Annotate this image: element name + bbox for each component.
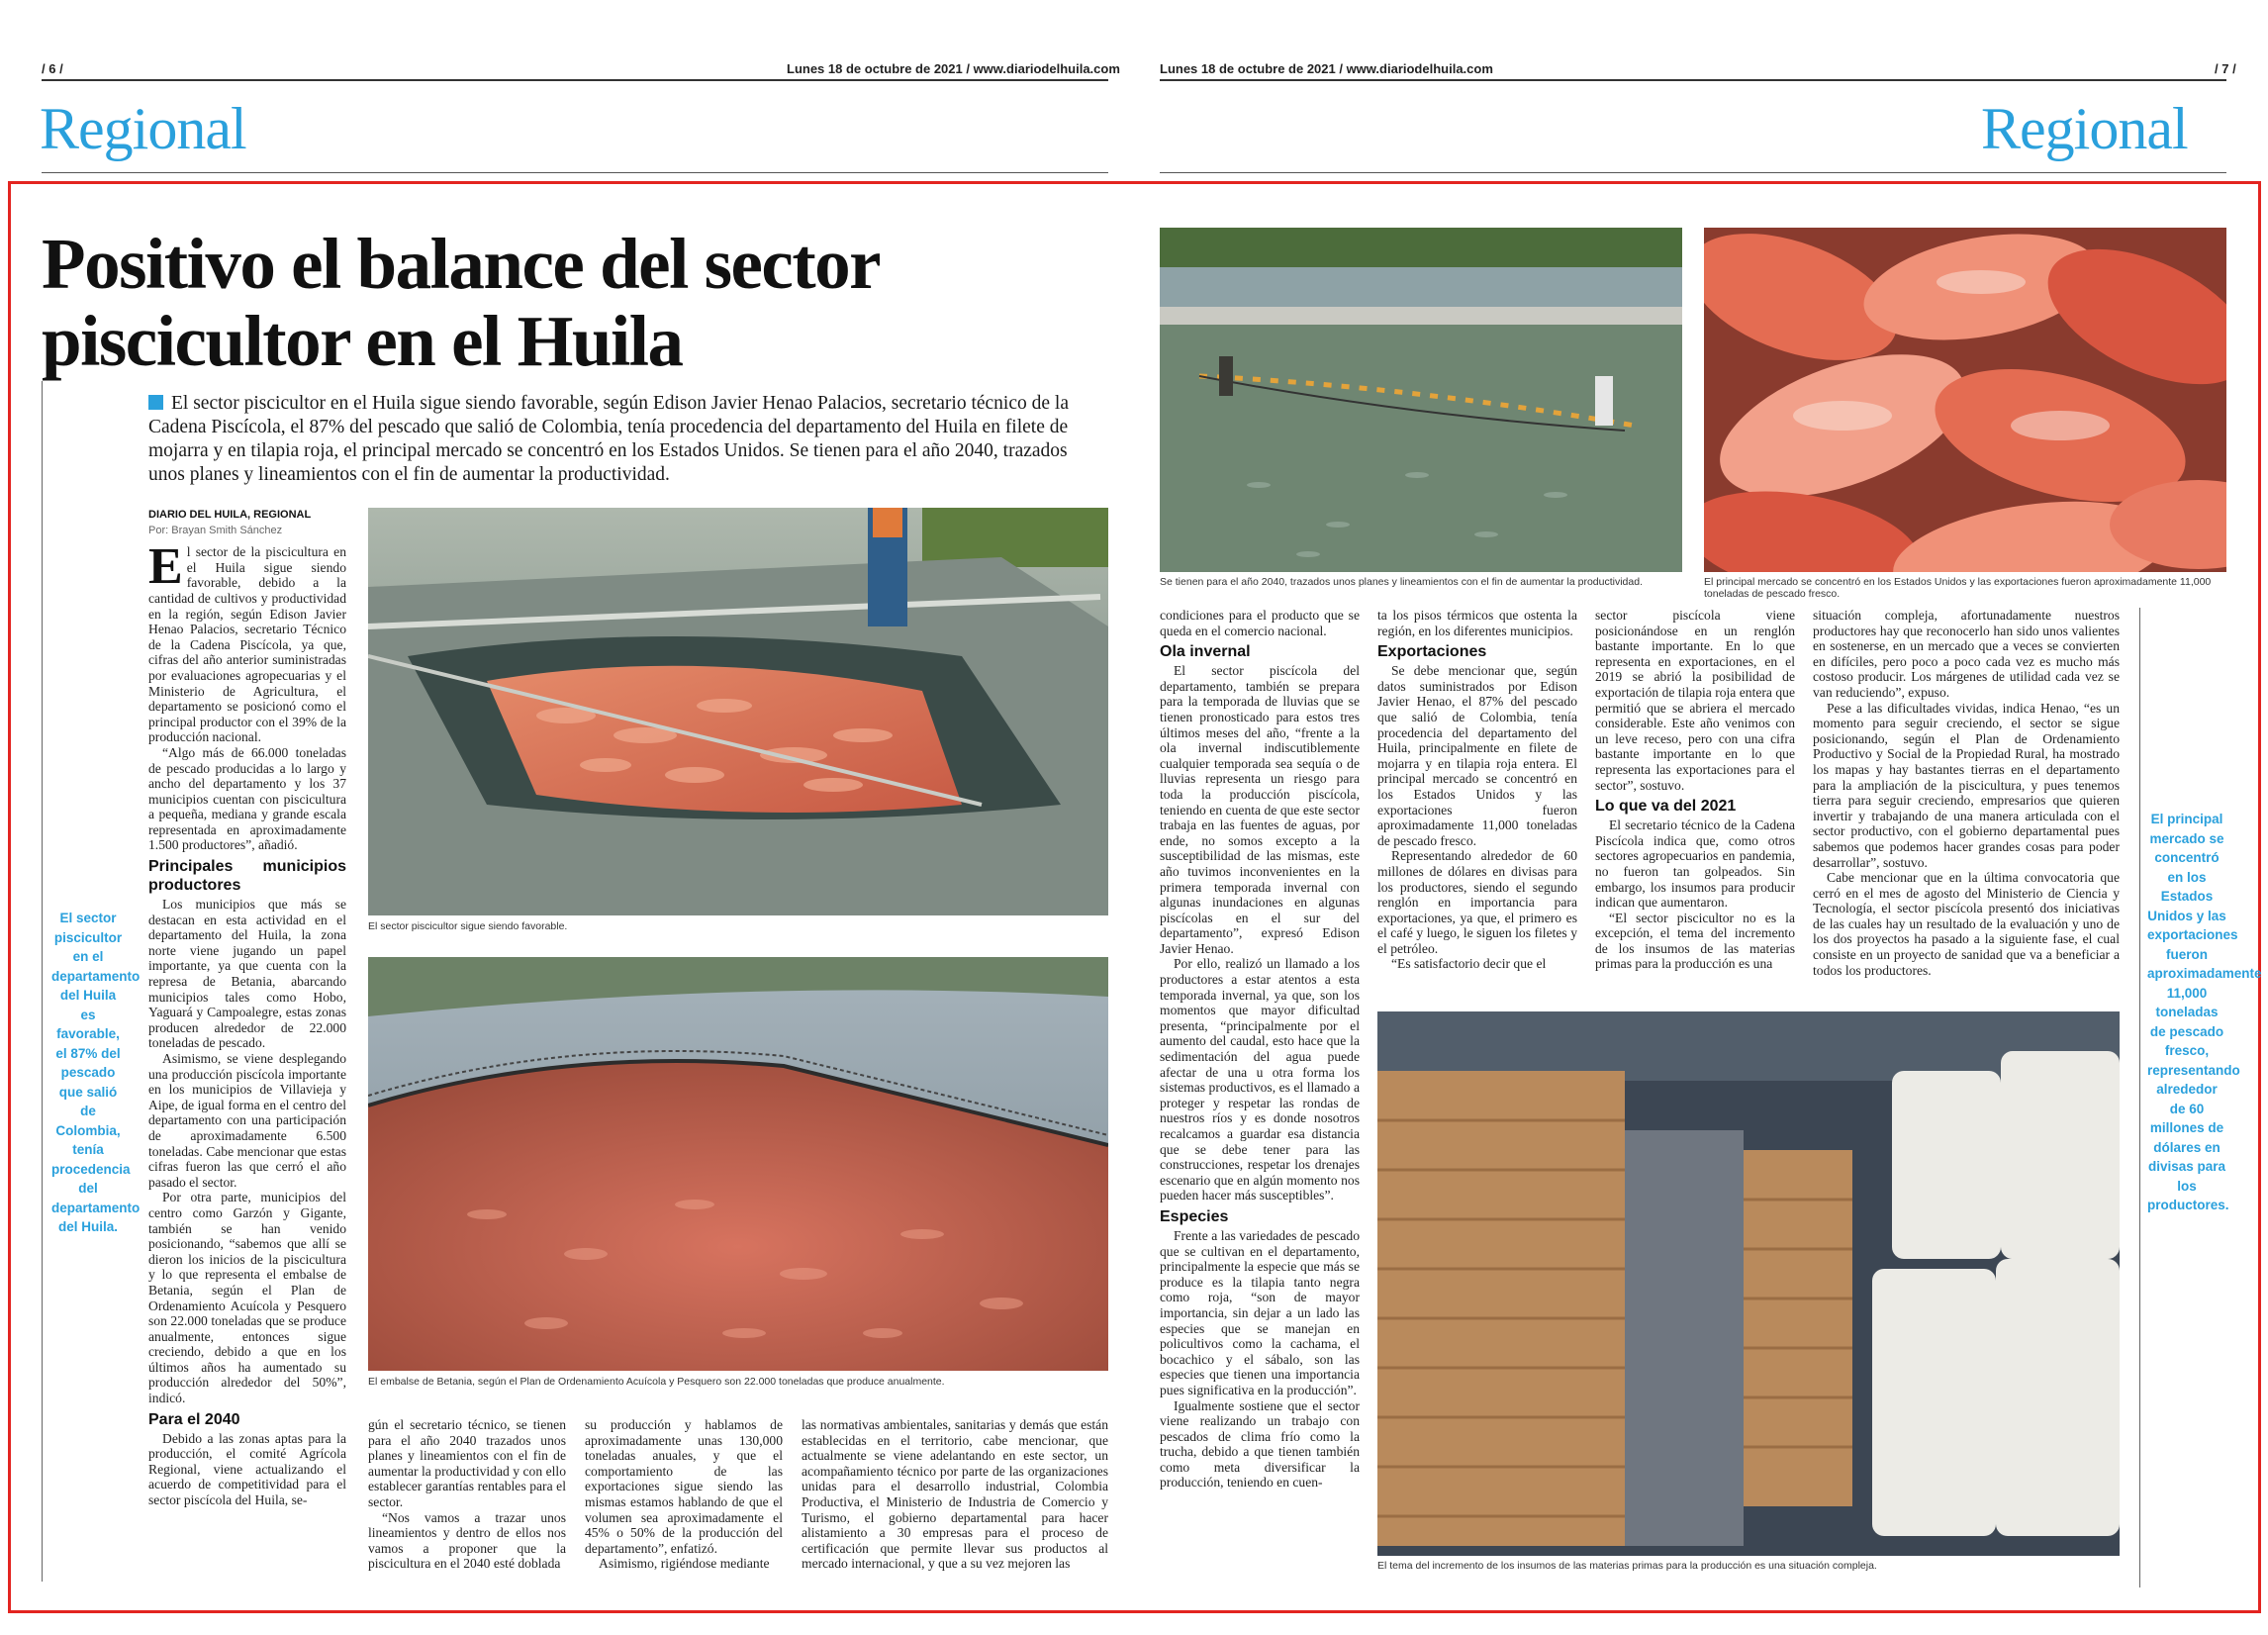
paragraph: Por ello, realizó un llamado a los productores a estar atentos a esta temporada invernal, ya que, son los momentos que mayor dificultad presenta, “principalmente por el aumento del caudal, esto hace que la sedimentación del agua puede afectar de una u otra forma los sistemas productivos, es el llamado a proteger y respetar las rondas de nuestros ríos y es donde nosotros recalcamos a guardar esa distancia que se debe tener para las construcciones, respetar los drenajes escenario que en algún momento nos pueden hacer más susceptibles”. xyxy=(1160,956,1360,1203)
outlet-byline: DIARIO DEL HUILA, REGIONAL xyxy=(148,509,312,521)
sidebar-quote-right: El principal mercado se concentró en los Estados Unidos y las exportaciones fueron aproximadamente 11,000 toneladas de pescado fresco, representando alrededor de 60 millones de dólares en divisas para los productores. xyxy=(2147,812,2262,1212)
photo-reservoir xyxy=(368,957,1108,1371)
subhead-especies: Especies xyxy=(1160,1207,1229,1225)
caption-photo-4: El principal mercado se concentró en los Estados Unidos y las exportaciones fueron aproximadamente 11,000 toneladas de pescado fresco. xyxy=(1704,576,2212,600)
photo-ponds-workers xyxy=(1160,228,1682,572)
paragraph: “El sector piscicultor no es la excepción, el tema del incremento de los insumos de las materias primas para la producción es una xyxy=(1595,910,1795,972)
subhead-ola-invernal: Ola invernal xyxy=(1160,643,1251,661)
sidebar-rule-right xyxy=(2139,608,2140,1587)
article-column-2 xyxy=(368,1417,566,1582)
paragraph: Asimismo, rigiéndose mediante xyxy=(599,1556,770,1572)
drop-cap: E xyxy=(148,538,183,596)
photo-warehouse-sacks xyxy=(1377,1011,2120,1556)
paragraph: Asimismo, se viene desplegando una producción piscícola importante en los municipios de Villavieja y Aipe, de igual forma en el centro del departamento con una participación de aproximadamente 6.500 toneladas. Cabe mencionar que estas cifras fueron las que cerró el año pasado el sector. xyxy=(148,1051,346,1190)
paragraph: sector piscícola viene posicionándose en un renglón bastante importante. En lo que representa en exportaciones, en el 2019 se abrió la posibilidad de exportación de tilapia roja entera que permitió que se abriera el mercado considerable. Este año venimos con un leve receso, pero con una cifra bastante importante en lo que representa las exportaciones para el sector”, sostuvo. xyxy=(1595,608,1795,793)
paragraph: situación compleja, afortunadamente nuestros productores hay que reconocerlo han sido unos valientes en sostenerse, en un mercado que a veces se convierten en difíciles, pero poco a poco cada vez es mucho más costoso producir. Los márgenes de utilidad cada vez se van reduciendo”, expuso. xyxy=(1813,608,2120,700)
paragraph: ta los pisos térmicos que ostenta la región, en los diferentes municipios. xyxy=(1377,608,1577,638)
paragraph: Representando alrededor de 60 millones de dólares en divisas para los productores, siendo el segundo renglón en importancia para exportaciones, ya que, el primero es el café y luego, le siguen los filetes y el petróleo. xyxy=(1377,848,1577,956)
page-number-right: / 7 / xyxy=(2215,61,2236,76)
article-column-3 xyxy=(585,1417,783,1582)
lead-square-icon xyxy=(148,395,163,410)
article-column-1 xyxy=(148,508,346,1582)
subhead-exportaciones: Exportaciones xyxy=(1377,643,1487,661)
photo-fish-cage xyxy=(368,508,1108,915)
subhead-2021: Lo que va del 2021 xyxy=(1595,798,1737,816)
article-column-4 xyxy=(802,1417,1108,1582)
caption-photo-3: Se tienen para el año 2040, trazados unos planes y lineamientos con el fin de aumentar la productividad. xyxy=(1160,576,1643,588)
header-rule-left xyxy=(42,79,1108,81)
sidebar-rule-left xyxy=(42,381,43,1582)
caption-photo-2: El embalse de Betania, según el Plan de Ordenamiento Acuícola y Pesquero son 22.000 toneladas que produce anualmente. xyxy=(368,1376,945,1388)
article-column-8 xyxy=(1813,608,2120,1004)
article-column-7 xyxy=(1595,608,1795,1004)
paragraph: Frente a las variedades de pescado que se cultivan en el departamento, principalmente la especie que más se produce es la tilapia tanto negra como roja, “son de mayor importancia, sin dejar a un lado las especies que se manejan en policultivos como la cachama, el bocachico y el sábalo, son las especies que tienen una importancia pues significativa en la producción”. xyxy=(1160,1227,1360,1397)
paragraph: El secretario técnico de la Cadena Piscícola indica que, como otros sectores agropecuarios en pandemia, no fueron tan golpeados. Sin embargo, los insumos para producir indican que aumentaron. xyxy=(1595,818,1795,911)
subhead-2040: Para el 2040 xyxy=(148,1410,240,1428)
paragraph: Por otra parte, municipios del centro como Garzón y Gigante, también se han venido posicionando, “sabemos que allí se dieron los inicios de la piscicultura y lo que representa el embalse de Betania, según el Plan de Ordenamiento Acuícola y Pesquero son 22.000 toneladas que se produce anualmente, entonces sigue creciendo, debido a que en los últimos años ha aumentado su producción alrededor del 50%”, indicó. xyxy=(148,1190,346,1406)
paragraph: Los municipios que más se destacan en esta actividad en el departamento del Huila, la zona norte viene jugando un papel importante, ya que cuenta con la represa de Betania, abarcando municipios tales como Hobo, Yaguará y Campoalegre, estas zonas producen alrededor de 22.000 toneladas de pescado. xyxy=(148,897,346,1051)
paragraph: El sector piscícola del departamento, también se prepara para la temporada de lluvias que se tienen pronosticado para estos tres últimos meses del año, “frente a la ola invernal indiscutiblemente cualquier temporada sea sequía o de lluvias representa un riesgo para toda la producción piscícola, teniendo en cuenta de que este sector trabaja en las fuentes de aguas, por ende, no somos excepto a la susceptibilidad de las mismas, este año tuvimos inconvenientes en la primera temporada invernal con algunas inundaciones en algunas piscícolas en el sur del departamento”, expresó Edison Javier Henao. xyxy=(1160,663,1360,956)
photo-red-tilapia xyxy=(1704,228,2226,572)
lead-text: El sector piscicultor en el Huila sigue siendo favorable, según Edison Javier Henao Palacios, secretario técnico de la Cadena Piscícola, el 87% del pescado que salió de Colombia, tenía procedencia del departamento del Huila en filete de mojarra y en tilapia roja, el principal mercado se concentró en los Estados Unidos. Se tienen para el año 2040, trazados unos planes y lineamientos con el fin de aumentar la productividad. xyxy=(148,393,1069,485)
author-byline: Por: Brayan Smith Sánchez xyxy=(148,524,283,536)
paragraph: las normativas ambientales, sanitarias y demás que están establecidas en el territorio, cabe mencionar, que actualmente se viene adelantando en este sector, un acompañamiento técnico por parte de las organizaciones unidas para el desarrollo industrial, Colombia Productiva, el Ministerio de Industria de Comercio y Turismo, el gobierno departamental para hacer alistamiento a 30 empresas para el proceso de certificación que permite llevar sus productos al mercado internacional, y que a su vez mejoren las xyxy=(802,1417,1108,1572)
page-number-left: / 6 / xyxy=(42,61,63,76)
header-rule-right xyxy=(1160,79,2226,81)
paragraph: Pese a las dificultades vividas, indica Henao, “es un momento para seguir creciendo, el sector se sigue posicionando, según el Plan de Ordenamiento Productivo y Social de la Propiedad Rural, ha mostrado los mapas y hay bastantes tierras en el departamento para la ampliación de la piscicultura, y pues tenemos tierra para seguir creciendo, empresarios que quieren invertir y trabajando de una manera articulada con el sector productivo, con el gobierno departamental pues sabemos que podemos hacer grandes cosas para poder desarrollar”, sostuvo. xyxy=(1813,700,2120,870)
caption-photo-1: El sector piscicultor sigue siendo favorable. xyxy=(368,920,568,932)
paragraph: gún el secretario técnico, se tienen para el año 2040 trazados unos planes y lineamientos con el fin de aumentar la productividad y con ello establecer garantías rentables para el sector. xyxy=(368,1417,566,1509)
paragraph: l sector de la piscicultura en el Huila sigue siendo favorable, debido a la cantidad de cultivos y productividad en la región, según Edison Javier Henao Palacios, secretario Técnico de la Cadena Piscícola, ya que, cifras del año anterior suministradas por evaluaciones agropecuarias y el Ministerio de Agricultura, el departamento se posicionó como el principal productor con el 39% de la producción nacional. xyxy=(148,544,346,745)
date-right: Lunes 18 de octubre de 2021 / www.diariodelhuila.com xyxy=(1160,61,1493,76)
paragraph: Se debe mencionar que, según datos suministrados por Edison Javier Henao, el 87% del pescado que salió de Colombia, tenía procedencia del departamento del Huila, principalmente en filete de mojarra y en tilapia roja entera. El principal mercado se concentró en los Estados Unidos y las exportaciones fueron aproximadamente 11,000 toneladas de pescado fresco. xyxy=(1377,663,1577,848)
paragraph: “Es satisfactorio decir que el xyxy=(1391,956,1547,972)
paragraph: “Algo más de 66.000 toneladas de pescado producidas a lo largo y ancho del departamento y los 37 municipios cuentan con piscicultura a pequeña, mediana y grande escala representada en aproximadamente 1.500 productores”, añadió. xyxy=(148,744,346,853)
article-column-6 xyxy=(1377,608,1577,1004)
section-title-left: Regional xyxy=(40,96,246,161)
section-title-right: Regional xyxy=(1981,96,2188,161)
paragraph: su producción y hablamos de aproximadamente unas 130,000 toneladas anuales, y que el comportamiento de las exportaciones sigue siendo las mismas estamos hablando de que el volumen sea aproximadamente el 45% o 50% de la producción del departamento”, enfatizó. xyxy=(585,1417,783,1556)
paragraph: Igualmente sostiene que el sector viene realizando un trabajo con pescados de clima frío como la trucha, debido a que tienen también como meta diversificar la producción, teniendo en cuen- xyxy=(1160,1397,1360,1491)
paragraph: “Nos vamos a trazar unos lineamientos y dentro de ellos nos vamos a proponer que la piscicultura en el 2040 esté doblada xyxy=(368,1509,566,1572)
article-headline: Positivo el balance del sector piscicultor en el Huila xyxy=(42,224,879,381)
article-lead xyxy=(148,392,1098,487)
section-rule-left xyxy=(42,172,1108,173)
article-column-5 xyxy=(1160,608,1360,1582)
paragraph: condiciones para el producto que se queda en el comercio nacional. xyxy=(1160,608,1360,638)
subhead-municipios: Principales municipios productores xyxy=(148,858,346,895)
date-left: Lunes 18 de octubre de 2021 / www.diariodelhuila.com xyxy=(787,61,1120,76)
section-rule-right xyxy=(1160,172,2226,173)
paragraph: Cabe mencionar que en la última convocatoria que cerró en el mes de agosto del Ministerio de Ciencia y Tecnología, el sector piscícola presentó dos iniciativas de las cuales hay un resultado de la evaluación y uno de los dos proyectos ha pasado a la siguiente fase, el cual consiste en un proyecto de sanidad que va a beneficiar a todos los productores. xyxy=(1813,870,2120,978)
sidebar-quote-left: El sector piscicultor en el departamento del Huila es favorable, el 87% del pescado que salió de Colombia, tenía procedencia del departamento del Huila. xyxy=(51,911,141,1234)
paragraph: Debido a las zonas aptas para la producción, el comité Agrícola Regional, viene actualizando el acuerdo de competitividad para el sector piscícola del Huila, se- xyxy=(148,1430,346,1508)
caption-photo-5: El tema del incremento de los insumos de las materias primas para la producción es una situación compleja. xyxy=(1377,1560,1877,1572)
